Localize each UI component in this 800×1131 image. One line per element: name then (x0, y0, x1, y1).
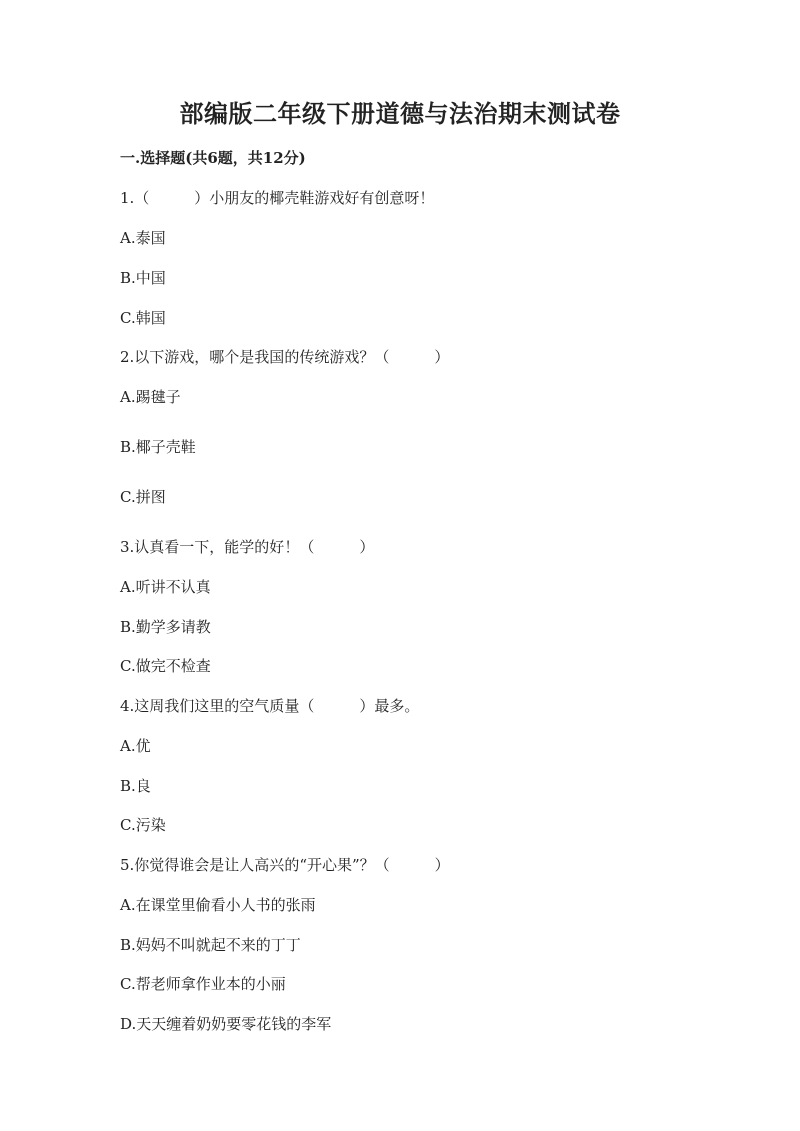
question-1-option-b: B.中国 (120, 269, 166, 287)
page-title: 部编版二年级下册道德与法治期末测试卷 (179, 99, 621, 128)
question-4-option-a: A.优 (120, 737, 151, 755)
question-1-option-c: C.韩国 (120, 309, 166, 327)
question-5-option-a: A.在课堂里偷看小人书的张雨 (120, 896, 316, 914)
question-2-option-b: B.椰子壳鞋 (120, 438, 196, 456)
question-1-option-a: A.泰国 (120, 229, 166, 247)
question-4-stem: 4.这周我们这里的空气质量（ ）最多。 (120, 697, 420, 715)
question-1-stem: 1.（ ）小朋友的椰壳鞋游戏好有创意呀！ (120, 189, 435, 207)
section-heading: 一.选择题(共6题，共12分) (120, 149, 306, 167)
question-3-option-b: B.勤学多请教 (120, 618, 211, 636)
question-3-option-a: A.听讲不认真 (120, 578, 211, 596)
question-5-option-b: B.妈妈不叫就起不来的丁丁 (120, 936, 301, 954)
question-2-stem: 2.以下游戏，哪个是我国的传统游戏？（ ） (120, 348, 450, 366)
question-2-option-a: A.踢毽子 (120, 388, 181, 406)
question-5-option-d: D.天天缠着奶奶要零花钱的李军 (120, 1015, 332, 1033)
question-3-option-c: C.做完不检查 (120, 657, 211, 675)
question-3-stem: 3.认真看一下，能学的好！（ ） (120, 538, 375, 556)
question-5-option-c: C.帮老师拿作业本的小丽 (120, 975, 286, 993)
question-4-option-b: B.良 (120, 777, 151, 795)
question-5-stem: 5.你觉得谁会是让人高兴的“开心果”？（ ） (120, 856, 450, 874)
question-2-option-c: C.拼图 (120, 488, 166, 506)
question-4-option-c: C.污染 (120, 816, 166, 834)
